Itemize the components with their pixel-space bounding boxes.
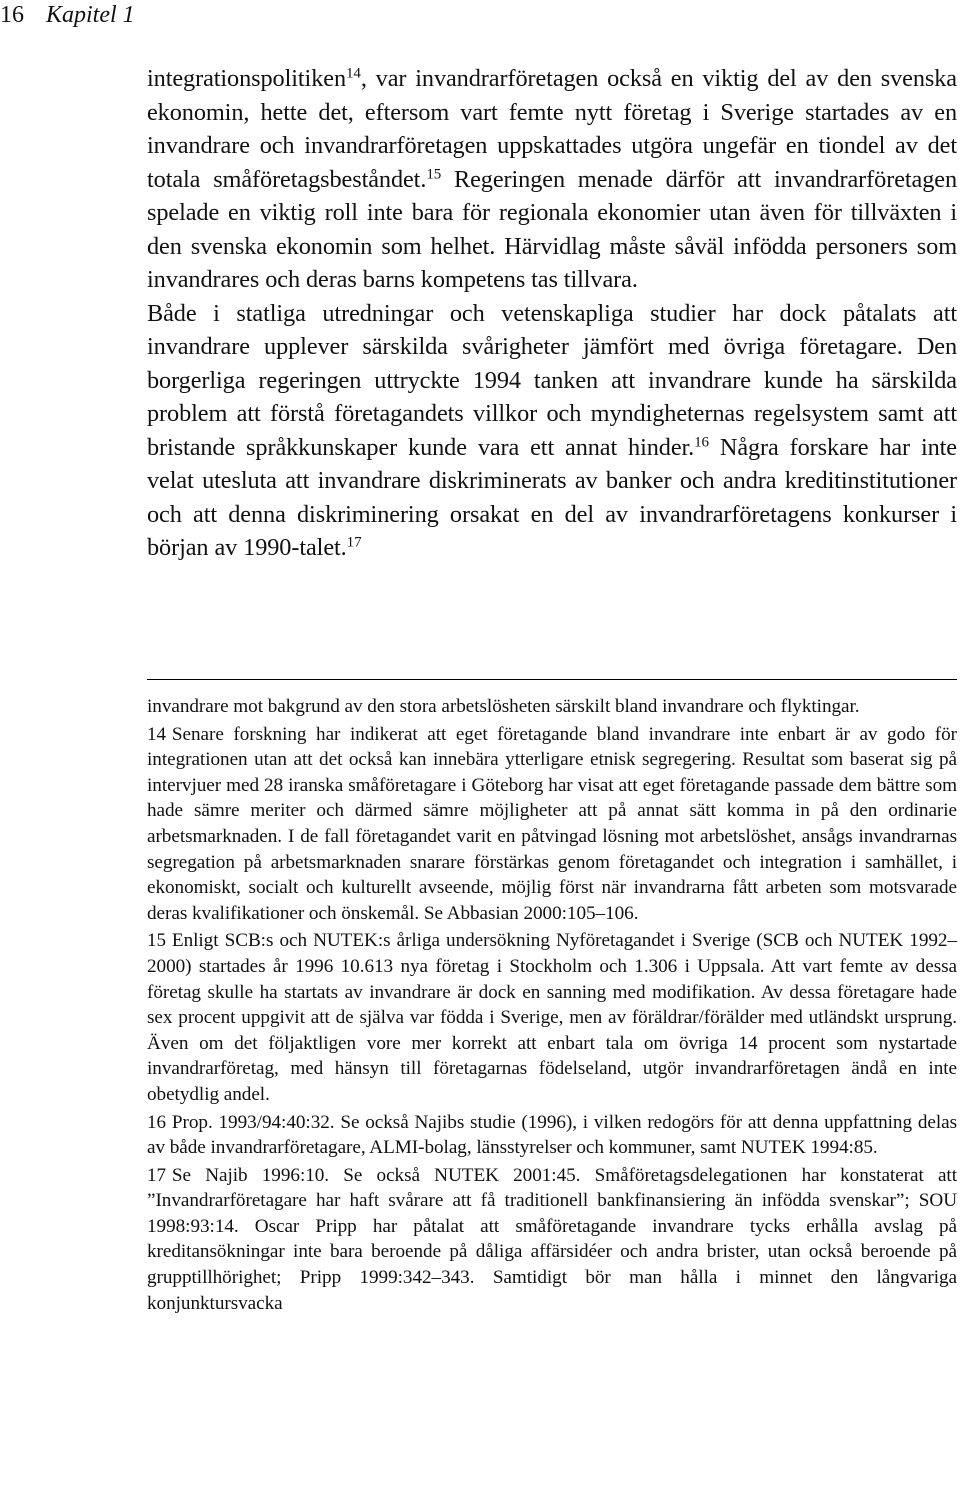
page-header xyxy=(0,0,400,30)
footnote-number: 14 xyxy=(147,723,166,745)
footnote-14 xyxy=(147,722,957,927)
footnote-number: 15 xyxy=(147,930,166,952)
footnote-text: Se Najib 1996:10. Se också NUTEK 2001:45. Småföretagsdelegationen har konstaterat att ”Invandrarföretagare har haft svårare att få traditionell bankfinansiering än infödda svenskar”; SOU 1998:93:14. Oscar Pripp har påtalat att småföretagande invandrare tycks erhålla avslag på kreditansökningar inte bara beroende på dåliga affärsidéer och andra brister, utan också beroende på grupptillhörighet; Pripp 1999:342–343. Samtidigt bör man hålla i minnet den långvariga konjunktursvacka xyxy=(147,1164,957,1314)
body-text xyxy=(147,62,957,565)
footnote-continuation: invandrare mot bakgrund av den stora arbetslösheten särskilt bland invandrare och flyktingar. xyxy=(147,696,860,717)
footnote-number: 16 xyxy=(147,1111,166,1133)
footnote-text: Senare forskning har indikerat att eget företagande bland invandrare inte enbart är av godo för integrationen utan att det också kan innebära ytterligare etnisk segregering. Resultat som baserat sig på intervjuer med 28 iranska småföretagare i Göteborg har visat att eget företagande passade dem bättre som hade sämre meriter och därmed sämre möjligheter att på annat sätt komma in på den ordinarie arbetsmarknaden. I de fall företagandet varit en påtvingad lösning mot arbetslöshet, ansågs invandrarnas segregation på arbetsmarknaden snarare förstärkas genom företagandet och integration i samhället, i ekonomiskt, socialt och kulturellt avseende, möjlig först när invandrarna fått arbeten som motsvarade deras kvalifikationer och önskemål. Se Abbasian 2000:105–106. xyxy=(147,723,957,924)
footnote-ref-17: 17 xyxy=(346,534,362,551)
footnote-number: 17 xyxy=(147,1164,166,1186)
paragraph-2 xyxy=(147,297,957,565)
chapter-title: Kapitel 1 xyxy=(46,2,135,28)
text-run: integrationspolitiken xyxy=(147,65,346,92)
text-run: , var invandrarföretagen också en viktig del av den svenska ekonomin, hette det, eftersom vart femte nytt företag i Sverige startades av en invandrare och invandrarföretagen uppskattades utgöra ungefär en tiondel av det totala småföretagsbeståndet. xyxy=(147,65,957,193)
footnote-separator xyxy=(147,679,957,680)
footnote-15 xyxy=(147,928,957,1107)
page-number: 16 xyxy=(0,2,24,28)
footnote-ref-14: 14 xyxy=(346,65,361,82)
footnote-ref-15: 15 xyxy=(426,166,442,183)
footnotes xyxy=(147,694,957,1316)
footnote-17 xyxy=(147,1163,957,1317)
paragraph-1 xyxy=(147,62,957,297)
footnote-text: Enligt SCB:s och NUTEK:s årliga undersökning Nyföretagandet i Sverige (SCB och NUTEK 1992–2000) startades år 1996 10.613 nya företag i Stockholm och 1.306 i Uppsala. Att vart femte av dessa företag skulle ha startats av invandrare är dock en sanning med modifikation. Av dessa företagare hade sex procent uppgivit att de själva var födda i Sverige, men av föräldrar/förälder med utländskt ursprung. Även om det följaktligen vore mer korrekt att enbart tala om övriga 14 procent som nystartade invandrarföretag, med hänsyn till företagarnas födelseland, utgör invandrarföretagen ändå en inte obetydlig andel. xyxy=(147,930,957,1105)
text-run: Både i statliga utredningar och vetenskapliga studier har dock påtalats att invandrare upplever särskilda svårigheter jämfört med övriga företagare. Den borgerliga regeringen uttryckte 1994 tanken att invandrare kunde ha särskilda problem att förstå företagandets villkor och myndigheternas regelsystem samt att bristande språkkunskaper kunde vara ett annat hinder. xyxy=(147,299,957,461)
footnote-16 xyxy=(147,1110,957,1161)
text-run: Några forskare har inte velat utesluta att invandrare diskriminerats av banker och andra kreditinstitutioner och att denna diskriminering orsakat en del av invandrarföretagens konkurser i början av 1990-talet. xyxy=(147,433,957,561)
footnote-ref-16: 16 xyxy=(694,434,709,451)
footnote-text: Prop. 1993/94:40:32. Se också Najibs studie (1996), i vilken redogörs för att denna uppfattning delas av både invandrarföretagare, ALMI-bolag, länsstyrelser och kommuner, samt NUTEK 1994:85. xyxy=(147,1111,957,1159)
text-run: Regeringen menade därför att invandrarföretagen spelade en viktig roll inte bara för regionala ekonomier utan även för tillväxten i den svenska ekonomin som helhet. Härvidlag måste såväl infödda personers som invandrares och deras barns kompetens tas tillvara. xyxy=(147,165,957,293)
